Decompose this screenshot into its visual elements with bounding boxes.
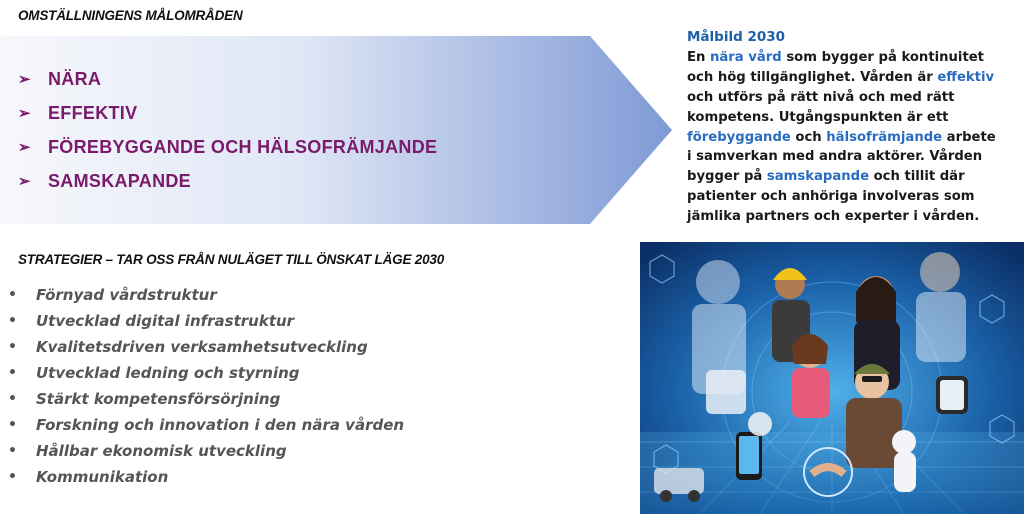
vision-line [687, 147, 1017, 167]
strategy-label: Utvecklad ledning och styrning [36, 364, 300, 382]
vision-line [687, 128, 1017, 148]
goal-area-label: SAMSKAPANDE [48, 170, 191, 191]
dot-bullet-icon: • [8, 313, 17, 329]
vision-keyword: effektiv [937, 69, 995, 85]
healthcare-collage-image [640, 242, 1024, 514]
vision-line [687, 187, 1017, 207]
strategy-item [8, 360, 404, 386]
strategy-item [8, 386, 404, 412]
arrowhead-bullet-icon: ➢ [18, 71, 31, 88]
vision-text: patienter och anhöriga involveras som [687, 189, 975, 205]
vision-line [687, 207, 1017, 227]
vision-line [687, 48, 1017, 68]
strategy-label: Hållbar ekonomisk utveckling [36, 442, 287, 460]
goal-area-item [18, 164, 437, 198]
arrowhead-bullet-icon: ➢ [18, 105, 31, 122]
vision-line [687, 167, 1017, 187]
strategies-list [8, 282, 404, 490]
strategies-heading: STRATEGIER – TAR OSS FRÅN NULÄGET TILL ÖNSKAT LÄGE 2030 [18, 252, 445, 267]
strategy-label: Stärkt kompetensförsörjning [36, 390, 281, 408]
vision-text: En [687, 49, 710, 65]
goal-area-label: FÖREBYGGANDE OCH HÄLSOFRÄMJANDE [48, 136, 438, 157]
dot-bullet-icon: • [8, 339, 17, 355]
strategy-label: Kvalitetsdriven verksamhetsutveckling [36, 338, 368, 356]
vision-text: jämlika partners och experter i vården. [687, 209, 980, 225]
goal-areas-list [18, 62, 437, 198]
vision-text: som bygger på kontinuitet [781, 49, 984, 65]
goal-area-label: NÄRA [48, 68, 102, 89]
goal-area-item [18, 130, 437, 164]
strategy-label: Förnyad vårdstruktur [36, 286, 217, 304]
dot-bullet-icon: • [8, 287, 17, 303]
strategy-item [8, 308, 404, 334]
vision-text: och hög tillgänglighet. Vården är [687, 69, 938, 85]
vision-text: och tillit där [869, 169, 965, 185]
vision-line [687, 108, 1017, 128]
dot-bullet-icon: • [8, 443, 17, 459]
vision-text: bygger på [687, 169, 767, 185]
dot-bullet-icon: • [8, 365, 17, 381]
goal-area-item [18, 62, 437, 96]
vision-line [687, 88, 1017, 108]
strategy-item [8, 334, 404, 360]
strategy-item [8, 282, 404, 308]
vision-title: Målbild 2030 [687, 29, 786, 45]
vision-keyword: förebyggande [687, 129, 791, 145]
vision-keyword: hälsofrämjande [826, 129, 943, 145]
strategy-label: Forskning och innovation i den nära vården [36, 416, 405, 434]
vision-text: arbete [942, 129, 996, 145]
vision-text: i samverkan med andra aktörer. Vården [687, 149, 983, 165]
arrowhead-bullet-icon: ➢ [18, 139, 31, 156]
dot-bullet-icon: • [8, 391, 17, 407]
vision-text: och utförs på rätt nivå och med rätt [687, 89, 955, 105]
strategy-item [8, 464, 404, 490]
vision-2030-text [687, 28, 1017, 227]
vision-body [687, 48, 1017, 227]
dot-bullet-icon: • [8, 469, 17, 485]
strategy-label: Kommunikation [36, 468, 169, 486]
vision-keyword: nära vård [710, 49, 782, 65]
vision-text: och [790, 129, 827, 145]
vision-line [687, 68, 1017, 88]
vision-text: kompetens. Utgångspunkten är ett [687, 109, 949, 125]
strategy-item [8, 438, 404, 464]
vision-keyword: samskapande [766, 169, 870, 185]
goal-area-label: EFFEKTIV [48, 102, 138, 123]
goal-areas-heading: OMSTÄLLNINGENS MÅLOMRÅDEN [18, 8, 243, 23]
goal-area-item [18, 96, 437, 130]
strategy-label: Utvecklad digital infrastruktur [36, 312, 295, 330]
arrowhead-bullet-icon: ➢ [18, 173, 31, 190]
dot-bullet-icon: • [8, 417, 17, 433]
strategy-item [8, 412, 404, 438]
